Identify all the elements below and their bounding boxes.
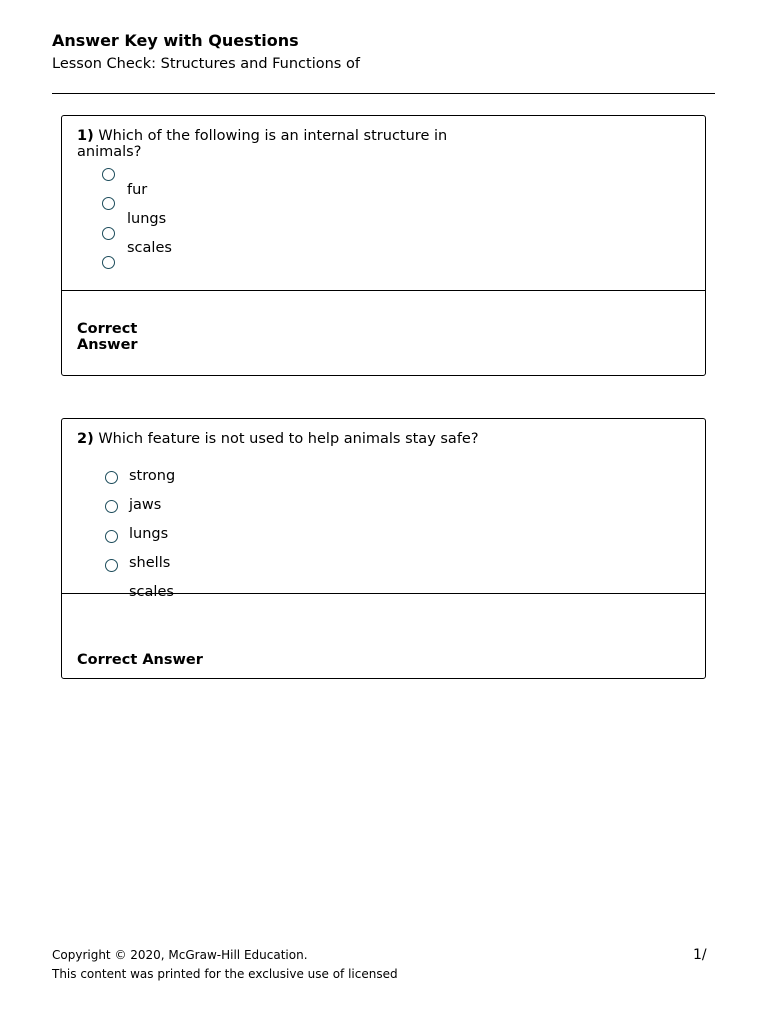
radio-option-1b[interactable] (102, 197, 115, 210)
radio-option-1d[interactable] (102, 256, 115, 269)
radio-option-1c[interactable] (102, 227, 115, 240)
question-number-1: 1) (77, 128, 94, 144)
option-label-2e: scales (129, 584, 174, 600)
option-label-2a: strong (129, 468, 176, 484)
radio-option-2d[interactable] (105, 559, 118, 572)
option-label-1a: fur (127, 182, 148, 198)
option-label-2b: jaws (129, 497, 162, 513)
question-card-2 (61, 418, 706, 679)
option-label-1c: scales (127, 240, 172, 256)
correct-answer-label-1: Correct Answer (77, 321, 138, 353)
option-label-2c: lungs (129, 526, 169, 542)
radio-option-2a[interactable] (105, 471, 118, 484)
question-text-2 (77, 431, 637, 447)
option-label-2d: shells (129, 555, 171, 571)
page-number: 1/ (693, 947, 707, 963)
question-text-1 (77, 128, 477, 160)
question-card-1 (61, 115, 706, 376)
question-prompt-2: Which feature is not used to help animals stay safe? (98, 431, 479, 447)
question-divider-2 (62, 593, 705, 594)
radio-option-2b[interactable] (105, 500, 118, 513)
question-divider-1 (62, 290, 705, 291)
doc-title: Answer Key with Questions (52, 31, 299, 50)
correct-answer-label-2: Correct Answer (77, 652, 203, 668)
footer-copyright: Copyright © 2020, McGraw-Hill Education. (52, 948, 308, 962)
question-number-2: 2) (77, 431, 94, 447)
question-prompt-1: Which of the following is an internal structure in animals? (77, 128, 448, 160)
radio-option-2c[interactable] (105, 530, 118, 543)
option-label-1b: lungs (127, 211, 167, 227)
doc-subtitle: Lesson Check: Structures and Functions of (52, 56, 360, 72)
radio-option-1a[interactable] (102, 168, 115, 181)
header-rule (52, 93, 715, 94)
footer-license-note: This content was printed for the exclusive use of licensed (52, 967, 398, 981)
